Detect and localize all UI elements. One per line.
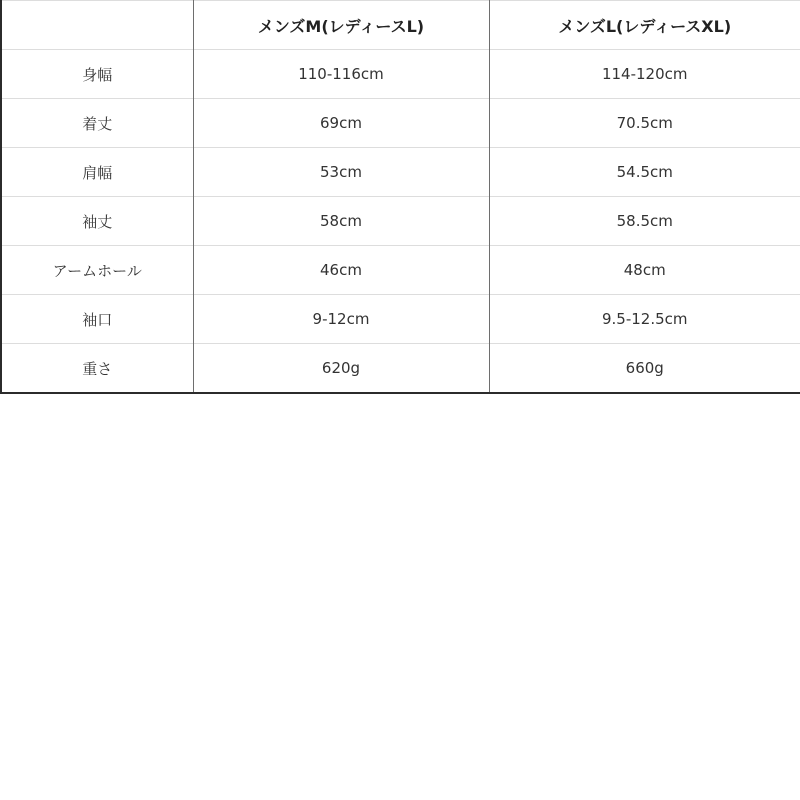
row-label-armhole: アームホール: [1, 246, 193, 295]
value-cuff-m: 9-12cm: [193, 295, 489, 344]
value-shoulder-width-m: 53cm: [193, 148, 489, 197]
value-weight-l: 660g: [489, 344, 800, 394]
value-body-width-l: 114-120cm: [489, 50, 800, 99]
table-row-shoulder-width: [1, 148, 800, 197]
table-row-weight: [1, 344, 800, 394]
table-row-armhole: [1, 246, 800, 295]
value-armhole-m: 46cm: [193, 246, 489, 295]
value-sleeve-length-l: 58.5cm: [489, 197, 800, 246]
table-row-sleeve-length: [1, 197, 800, 246]
header-cell-mens-m: メンズM(レディースL): [193, 1, 489, 50]
value-length-m: 69cm: [193, 99, 489, 148]
value-length-l: 70.5cm: [489, 99, 800, 148]
header-cell-empty: [1, 1, 193, 50]
value-cuff-l: 9.5-12.5cm: [489, 295, 800, 344]
value-weight-m: 620g: [193, 344, 489, 394]
size-chart-table: [0, 0, 800, 394]
header-cell-mens-l: メンズL(レディースXL): [489, 1, 800, 50]
row-label-shoulder-width: 肩幅: [1, 148, 193, 197]
row-label-body-width: 身幅: [1, 50, 193, 99]
table-row-body-width: [1, 50, 800, 99]
value-body-width-m: 110-116cm: [193, 50, 489, 99]
table-row-length: [1, 99, 800, 148]
value-shoulder-width-l: 54.5cm: [489, 148, 800, 197]
row-label-sleeve-length: 袖丈: [1, 197, 193, 246]
row-label-cuff: 袖口: [1, 295, 193, 344]
value-armhole-l: 48cm: [489, 246, 800, 295]
header-row: [1, 1, 800, 50]
table-row-cuff: [1, 295, 800, 344]
row-label-length: 着丈: [1, 99, 193, 148]
row-label-weight: 重さ: [1, 344, 193, 394]
value-sleeve-length-m: 58cm: [193, 197, 489, 246]
